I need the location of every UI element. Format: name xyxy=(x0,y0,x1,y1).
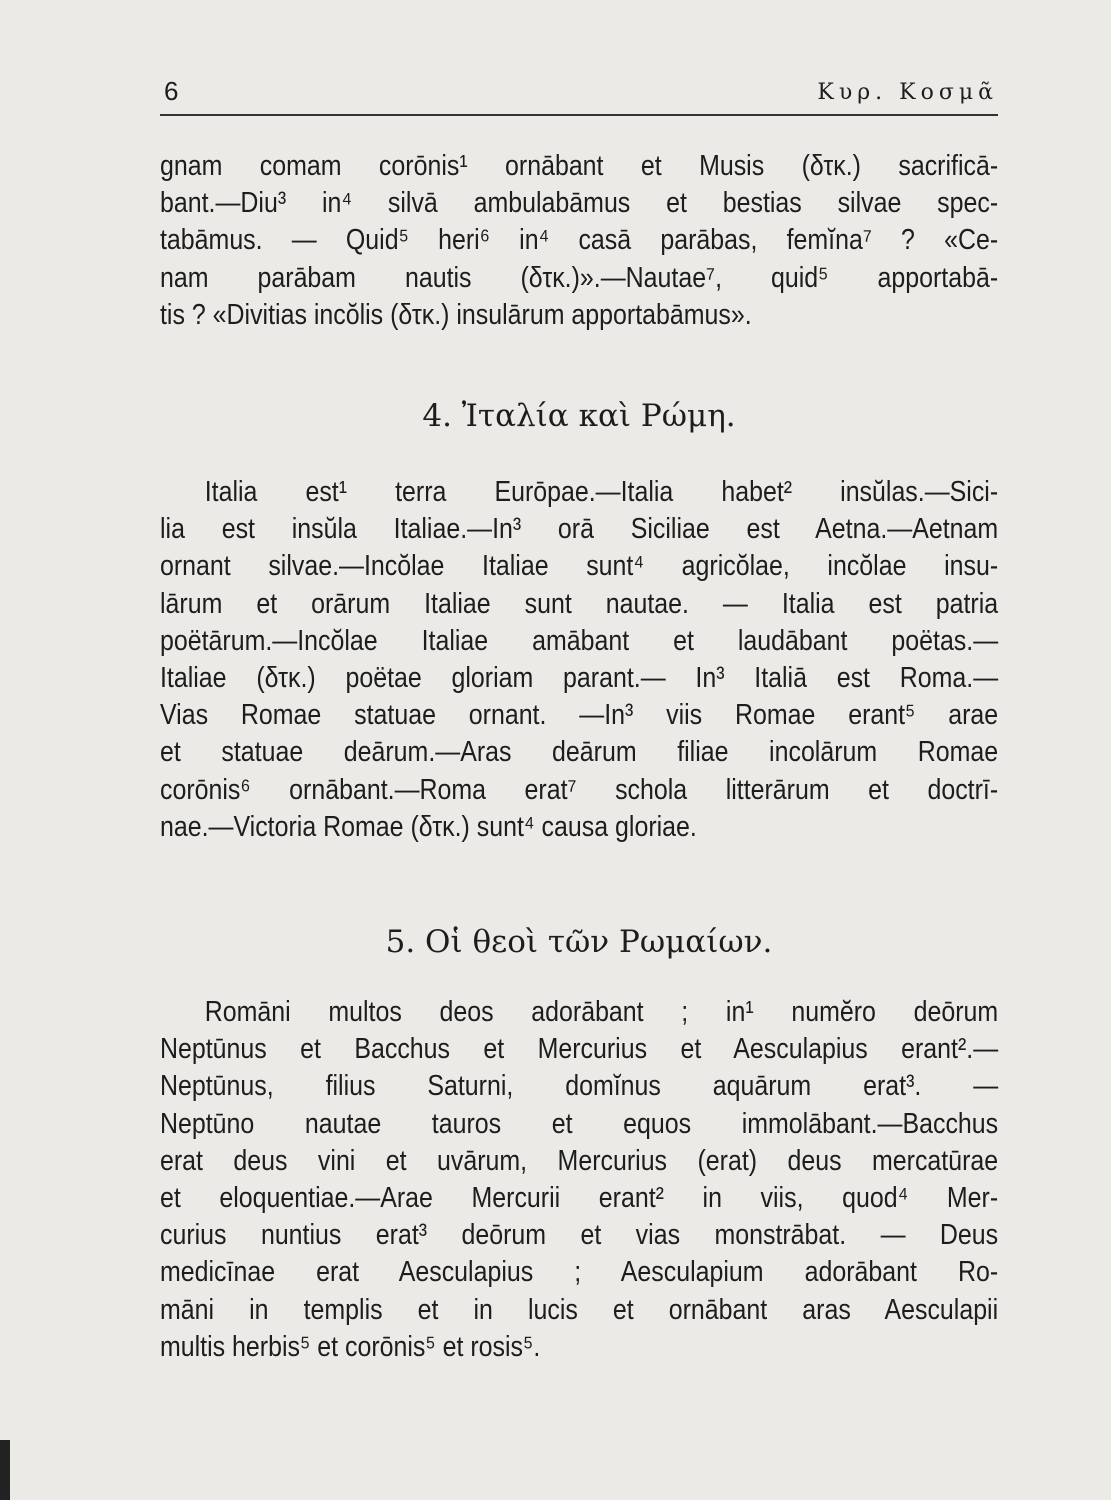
text-line: nae.—Victoria Romae (δτκ.) sunt⁴ causa gloriae. xyxy=(160,810,697,843)
text-line: māni in templis et in lucis et ornābant aras Aesculapii xyxy=(160,1293,999,1326)
text-line: gnam comam corōnis¹ ornābant et Musis (δτκ.) sacrificā- xyxy=(160,150,999,182)
text-line: et statuae deārum.—Aras deārum filiae incolārum Romae xyxy=(160,736,999,769)
section-heading-5: 5. Οἱ θεοὶ τῶν Ρωμαίων. xyxy=(385,924,773,960)
text-line: Italia est¹ terra Eurōpae.—Italia habet² insŭlas.—Sici- xyxy=(204,476,999,508)
section-heading-4: 4. Ἰταλία καὶ Ρώμη. xyxy=(422,398,736,434)
page-header xyxy=(160,70,998,116)
text-line: tabāmus. — Quid⁵ heri⁶ in⁴ casā parābas, femĭna⁷ ? «Ce- xyxy=(160,224,999,257)
text-line: Romāni multos deos adorābant ; in¹ numĕro deōrum xyxy=(204,996,999,1028)
text-line: poëtārum.—Incŏlae Italiae amābant et laudābant poëtas.— xyxy=(160,624,999,657)
text-line: corōnis⁶ ornābant.—Roma erat⁷ schola litterārum et doctrī- xyxy=(160,773,999,806)
text-line: Neptūnus et Bacchus et Mercurius et Aesculapius erant².— xyxy=(160,1033,999,1066)
text-line: curius nuntius erat³ deōrum et vias monstrābat. — Deus xyxy=(160,1219,999,1252)
text-line: Neptūno nautae tauros et equos immolābant.—Bacchus xyxy=(160,1107,999,1140)
text-line: tis ? «Divitias incŏlis (δτκ.) insulārum apportabāmus». xyxy=(160,298,752,331)
running-title: Κυρ. Κοσμᾶ xyxy=(817,80,998,105)
scan-edge-shadow xyxy=(0,1440,10,1500)
page-number: 6 xyxy=(164,76,179,106)
text-line: bant.—Diu³ in⁴ silvā ambulabāmus et bestias silvae spec- xyxy=(160,187,999,220)
text-line: Neptūnus, filius Saturni, domĭnus aquārum erat³. — xyxy=(160,1070,999,1103)
text-line: lia est insŭla Italiae.—In³ orā Siciliae est Aetna.—Aetnam xyxy=(160,513,999,546)
text-line: erat deus vini et uvārum, Mercurius (erat) deus mercatūrae xyxy=(160,1144,999,1177)
text-line: multis herbis⁵ et corōnis⁵ et rosis⁵. xyxy=(160,1330,541,1363)
text-line: Italiae (δτκ.) poëtae gloriam parant.— In³ Italiā est Roma.— xyxy=(160,661,999,694)
text-line: lārum et orārum Italiae sunt nautae. — Italia est patria xyxy=(160,587,999,620)
paragraph-continued xyxy=(160,148,998,334)
text-line: medicīnae erat Aesculapius ; Aesculapium adorābant Ro- xyxy=(160,1256,999,1289)
text-line: et eloquentiae.—Arae Mercurii erant² in viis, quod⁴ Mer- xyxy=(160,1181,999,1214)
text-line: nam parābam nautis (δτκ.)».—Nautae⁷, quid⁵ apportabā- xyxy=(160,261,999,294)
paragraph-section-5 xyxy=(160,994,998,1366)
paragraph-section-4 xyxy=(160,474,998,846)
text-line: Vias Romae statuae ornant. —In³ viis Romae erant⁵ arae xyxy=(160,699,999,732)
text-line: ornant silvae.—Incŏlae Italiae sunt⁴ agricŏlae, incŏlae insu- xyxy=(160,550,999,583)
